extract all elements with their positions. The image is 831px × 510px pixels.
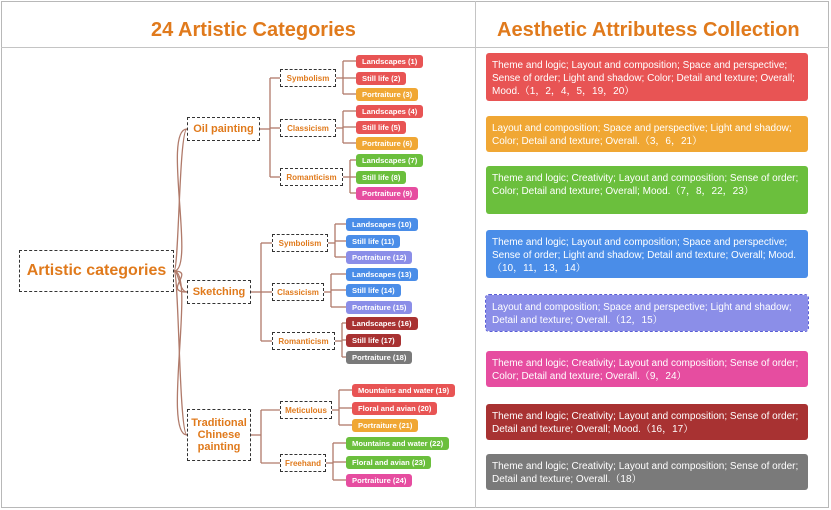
category-leaf: Floral and avian (20): [352, 402, 437, 415]
category-leaf: Floral and avian (23): [346, 456, 431, 469]
category-leaf: Landscapes (7): [356, 154, 423, 167]
subcategory-2-3: Romanticism: [272, 332, 335, 350]
attribute-box: Theme and logic; Creativity; Layout and composition; Sense of order; Detail and texture; Overall.（18）: [486, 454, 808, 490]
category-3: Traditional Chinese painting: [187, 409, 251, 461]
category-leaf: Portraiture (24): [346, 474, 412, 487]
category-leaf: Portraiture (3): [356, 88, 418, 101]
category-leaf: Still life (2): [356, 72, 406, 85]
root-node: Artistic categories: [19, 250, 174, 292]
attribute-box: Theme and logic; Creativity; Layout and composition; Sense of order; Detail and texture; Overall; Mood.（16，17）: [486, 404, 808, 440]
category-leaf: Portraiture (18): [346, 351, 412, 364]
attribute-box: Theme and logic; Creativity; Layout and composition; Sense of order; Color; Detail and texture; Overall; Mood.（7，8，22，23）: [486, 166, 808, 214]
subcategory-3-1: Meticulous: [280, 401, 332, 419]
category-leaf: Landscapes (13): [346, 268, 418, 281]
attribute-box: Layout and composition; Space and perspective; Light and shadow; Color; Detail and texture; Overall.（3，6，21）: [486, 116, 808, 152]
category-leaf: Landscapes (16): [346, 317, 418, 330]
attribute-box: Theme and logic; Layout and composition; Space and perspective; Sense of order; Light and shadow; Color; Detail and texture; Overall; Mood.（1，2，4，5，19，20）: [486, 53, 808, 101]
subcategory-2-1: Symbolism: [272, 234, 328, 252]
attribute-box: Theme and logic; Layout and composition; Space and perspective; Sense of order; Light and shadow; Detail and texture; Overall; Mood.（10，11，13，14）: [486, 230, 808, 278]
attribute-box: Theme and logic; Creativity; Layout and composition; Sense of order; Color; Detail and texture; Overall.（9，24）: [486, 351, 808, 387]
subcategory-1-1: Symbolism: [280, 69, 336, 87]
category-leaf: Still life (14): [346, 284, 401, 297]
right-section-title: Aesthetic Attributess Collection: [497, 19, 800, 41]
category-2: Sketching: [187, 280, 251, 304]
subcategory-1-3: Romanticism: [280, 168, 343, 186]
category-leaf: Mountains and water (19): [352, 384, 455, 397]
subcategory-3-2: Freehand: [280, 454, 326, 472]
category-leaf: Mountains and water (22): [346, 437, 449, 450]
category-leaf: Portraiture (12): [346, 251, 412, 264]
category-leaf: Still life (17): [346, 334, 401, 347]
category-leaf: Portraiture (9): [356, 187, 418, 200]
subcategory-1-2: Classicism: [280, 119, 336, 137]
category-leaf: Still life (11): [346, 235, 400, 248]
category-1: Oil painting: [187, 117, 260, 141]
category-leaf: Still life (5): [356, 121, 406, 134]
left-section-title: 24 Artistic Categories: [151, 19, 356, 41]
category-leaf: Landscapes (4): [356, 105, 423, 118]
subcategory-2-2: Classicism: [272, 283, 324, 301]
category-leaf: Still life (8): [356, 171, 406, 184]
category-leaf: Portraiture (6): [356, 137, 418, 150]
category-leaf: Landscapes (10): [346, 218, 418, 231]
attribute-box: Layout and composition; Space and perspective; Light and shadow; Detail and texture; Overall.（12，15）: [486, 295, 808, 331]
category-leaf: Landscapes (1): [356, 55, 423, 68]
category-leaf: Portraiture (15): [346, 301, 412, 314]
category-leaf: Portraiture (21): [352, 419, 418, 432]
